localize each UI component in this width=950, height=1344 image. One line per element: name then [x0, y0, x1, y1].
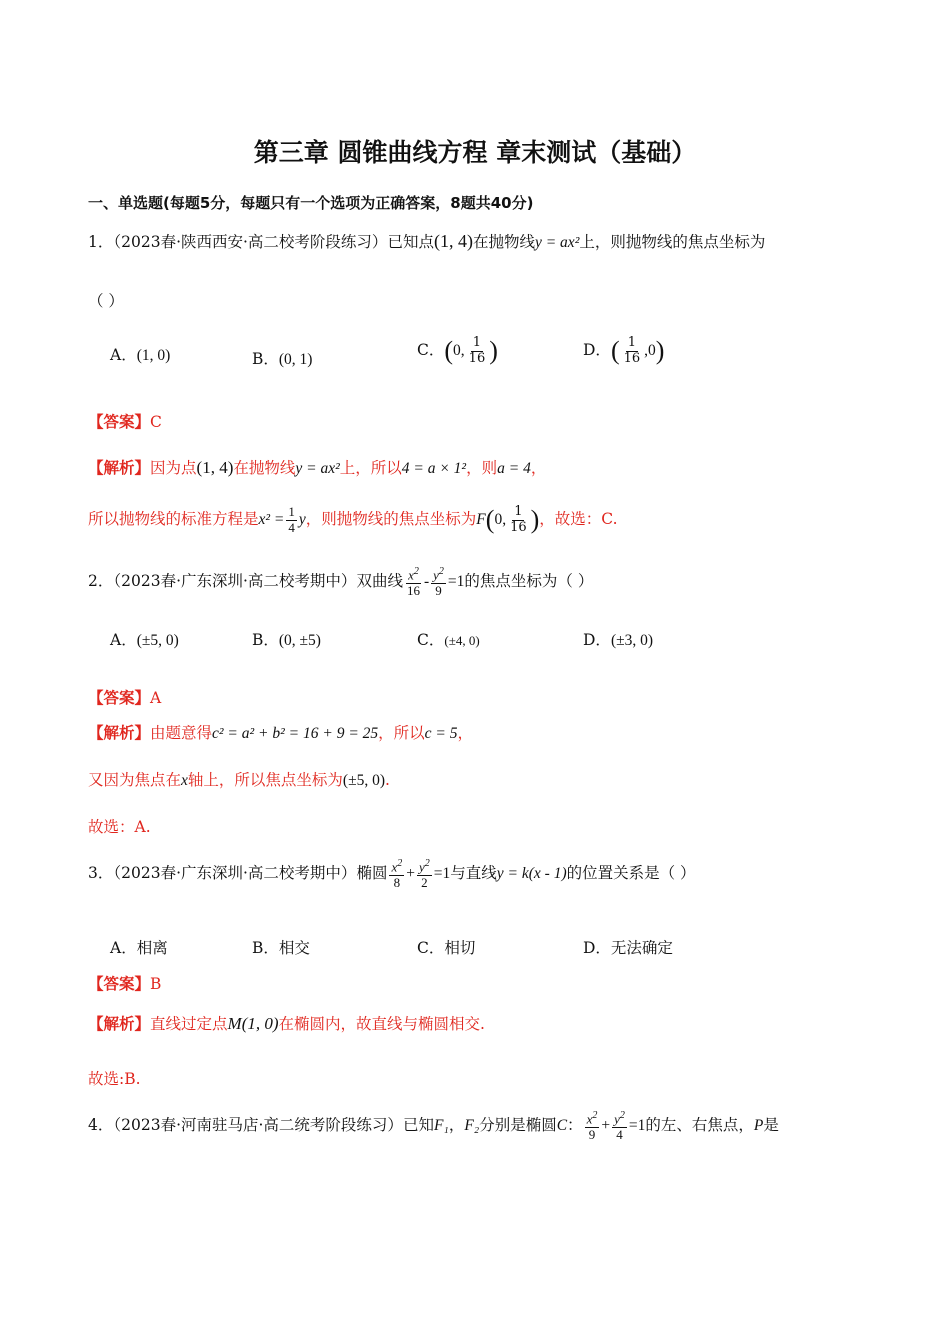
analysis-line: [88, 456, 546, 478]
fraction-denominator: 2: [421, 874, 428, 890]
analysis-line-3: 故选：A.: [88, 818, 151, 836]
question-text: 的焦点坐标为（ ）: [464, 571, 594, 590]
analysis-math: c² = a² + b² = 16 + 9 = 25: [212, 725, 379, 742]
option-value: (0, ±5): [278, 632, 321, 649]
analysis-text: 又因为焦点在: [88, 771, 182, 789]
answer-tag: 【答案】: [88, 974, 151, 993]
question-text: 椭圆: [356, 863, 388, 882]
question-text: 已知点: [387, 233, 434, 251]
fraction: [405, 566, 422, 598]
analysis-line: [88, 1012, 485, 1034]
fraction-numerator: $x^2$: [408, 566, 419, 583]
answer-value: C: [150, 413, 162, 431]
math-operator: +: [406, 864, 415, 882]
option-value: (1, 0): [136, 347, 171, 364]
analysis-tag: 【解析】: [88, 1014, 151, 1033]
fraction-numerator: $x^2$: [586, 1110, 598, 1127]
option-b[interactable]: [252, 628, 321, 650]
fraction-denominator: 16: [623, 350, 641, 366]
paren-left: (: [444, 336, 454, 365]
fraction: [431, 566, 446, 598]
question-source: （2023春·陕西西安·高二校考阶段练习）: [113, 233, 388, 251]
analysis-math: F: [476, 511, 486, 528]
paren-left: (: [610, 336, 620, 365]
analysis-tag: 【解析】: [88, 723, 151, 742]
option-label: D．: [583, 631, 611, 649]
answer-value: B: [150, 975, 162, 993]
option-b[interactable]: B．相交: [252, 939, 310, 957]
question-3: [88, 858, 696, 890]
analysis-math: y = ax²: [295, 460, 340, 477]
option-value: (±3, 0): [610, 632, 654, 649]
focus-math: F₂: [464, 1116, 480, 1134]
fraction-denominator: 8: [393, 874, 401, 890]
answer-line: [88, 686, 161, 708]
analysis-text: 由题意得: [150, 724, 213, 742]
analysis-line-2: 故选:B.: [88, 1070, 141, 1088]
option-label: D．: [583, 341, 611, 359]
fraction-numerator: $x^2$: [391, 858, 403, 875]
fraction-numerator: 1: [514, 504, 523, 520]
option-label: B．: [252, 350, 279, 368]
paren-right: ): [530, 505, 540, 534]
paren-right: ): [655, 336, 665, 365]
question-number: 1．: [88, 233, 114, 251]
option-value: (±5, 0): [136, 632, 179, 649]
question-text: 与直线: [450, 863, 497, 882]
fraction-numerator: $y^2$: [433, 566, 444, 583]
answer-line: [88, 410, 162, 432]
answer-blank: （ ）: [88, 292, 124, 310]
analysis-text: 上，所以: [339, 459, 402, 477]
line-math: y = k(x - 1): [496, 864, 567, 882]
fraction-denominator: 4: [616, 1126, 623, 1142]
analysis-tag: 【解析】: [88, 458, 151, 477]
question-text: 的左、右焦点，: [645, 1115, 754, 1134]
analysis-text: 直线过定点: [150, 1015, 228, 1033]
question-source: （2023春·河南驻马店·高二统考阶段练习）: [113, 1115, 403, 1134]
question-source: （2023春·广东深圳·高二校考期中）: [113, 863, 357, 882]
math-operator: -: [423, 572, 430, 590]
analysis-math: (1, 4): [196, 458, 234, 477]
math-equals: =1: [628, 1116, 646, 1134]
fraction: [508, 505, 529, 535]
point-math: (1, 4): [433, 231, 473, 251]
math-zero: 0,: [453, 342, 465, 359]
option-a[interactable]: [110, 343, 170, 365]
fraction: [389, 858, 404, 890]
question-number: 4．: [88, 1115, 114, 1134]
analysis-math: a = 4: [497, 460, 531, 477]
fraction-numerator: 1: [288, 504, 295, 520]
page-title: 第三章 圆锥曲线方程 章末测试（基础）: [253, 138, 697, 167]
option-label: C．: [417, 341, 445, 359]
option-c[interactable]: [417, 336, 498, 366]
paren-right: ): [489, 336, 498, 365]
analysis-line: [88, 721, 473, 743]
analysis-line-2: [88, 505, 618, 535]
fraction-denominator: 16: [406, 582, 420, 598]
fraction-denominator: 4: [288, 519, 295, 535]
option-label: C．: [417, 631, 445, 649]
fraction: [612, 1110, 627, 1142]
fraction: [585, 1110, 600, 1142]
question-text: ，: [448, 1115, 465, 1134]
fraction-denominator: 9: [588, 1126, 596, 1142]
analysis-text: 在椭圆内，故直线与椭圆相交.: [278, 1015, 485, 1033]
math-equals: =1: [447, 572, 465, 590]
analysis-line-2: [88, 768, 390, 790]
analysis-text: ，故选：C.: [539, 510, 618, 528]
analysis-math: x: [181, 772, 188, 789]
option-label: A．: [110, 346, 137, 364]
fraction-denominator: 9: [435, 582, 442, 598]
fraction-numerator: 1: [472, 335, 482, 351]
question-source: （2023春·广东深圳·高二校考期中）: [113, 571, 357, 590]
question-text: ：: [567, 1115, 583, 1134]
question-text: 在抛物线: [472, 233, 535, 251]
option-value: (±4, 0): [444, 633, 480, 648]
fraction-numerator: $y^2$: [418, 858, 430, 875]
question-number: 3．: [88, 863, 114, 882]
option-value: (0, 1): [278, 351, 313, 368]
analysis-text: 在抛物线: [233, 459, 296, 477]
fraction-numerator: 1: [627, 335, 637, 351]
analysis-text: ，所以: [378, 724, 425, 742]
curve-math: y = ax²: [534, 234, 580, 251]
question-4: [88, 1110, 779, 1142]
math-zero: 0,: [494, 511, 507, 528]
option-c[interactable]: C．相切: [417, 939, 476, 957]
question-text: 的位置关系是（ ）: [566, 863, 696, 882]
fraction-numerator: $y^2$: [614, 1110, 625, 1127]
math-operator: +: [601, 1116, 611, 1134]
analysis-text: ，则抛物线的焦点坐标为: [305, 510, 477, 528]
paren-left: (: [485, 505, 495, 534]
point-math: P: [753, 1116, 764, 1134]
analysis-math: y: [298, 511, 306, 528]
option-label: B．: [252, 631, 279, 649]
focus-math: F₁: [433, 1116, 449, 1134]
analysis-math: c = 5: [424, 725, 458, 742]
fraction-denominator: 16: [468, 350, 486, 366]
section-heading: 一、单选题(每题5分，每题只有一个选项为正确答案，8题共40分): [88, 194, 534, 212]
analysis-text: .: [385, 771, 390, 789]
question-text: 上，则抛物线的焦点坐标为: [579, 233, 766, 251]
option-d[interactable]: D．无法确定: [583, 939, 673, 957]
answer-value: A: [150, 689, 162, 707]
math-zero: ,0: [644, 342, 656, 359]
analysis-text: 因为点: [150, 459, 197, 477]
answer-tag: 【答案】: [88, 688, 151, 707]
analysis-math: 4 = a × 1²: [401, 460, 467, 477]
question-text: 是: [763, 1115, 779, 1134]
analysis-text: 所以抛物线的标准方程是: [88, 510, 259, 528]
analysis-text: 轴上，所以焦点坐标为: [187, 771, 343, 789]
math-equals: =1: [433, 864, 451, 882]
fraction: [622, 336, 643, 366]
question-text: 双曲线: [356, 571, 403, 590]
question-text: 已知: [402, 1115, 434, 1134]
analysis-text: ，则: [466, 459, 498, 477]
option-label: A．: [110, 631, 137, 649]
fraction: [286, 505, 297, 535]
analysis-math: (±5, 0): [342, 772, 386, 789]
ellipse-name-math: C: [556, 1116, 568, 1134]
analysis-text: ，: [457, 724, 474, 742]
option-a[interactable]: A．相离: [110, 939, 168, 957]
option-d[interactable]: [583, 336, 664, 366]
fraction-denominator: 16: [510, 519, 527, 535]
option-d[interactable]: [583, 628, 653, 650]
analysis-math: M(1, 0): [227, 1014, 279, 1033]
fraction: [467, 336, 488, 366]
question-text: 分别是椭圆: [479, 1115, 557, 1134]
option-a[interactable]: [110, 628, 179, 650]
analysis-math: x² =: [258, 511, 285, 528]
answer-line: [88, 972, 161, 994]
question-number: 2．: [88, 571, 114, 590]
question-2: [88, 566, 593, 598]
option-c[interactable]: [417, 628, 480, 650]
answer-tag: 【答案】: [88, 412, 151, 431]
analysis-text: ，: [530, 459, 547, 477]
option-b[interactable]: [252, 347, 312, 369]
question-1: [88, 230, 765, 252]
fraction: [417, 858, 432, 890]
